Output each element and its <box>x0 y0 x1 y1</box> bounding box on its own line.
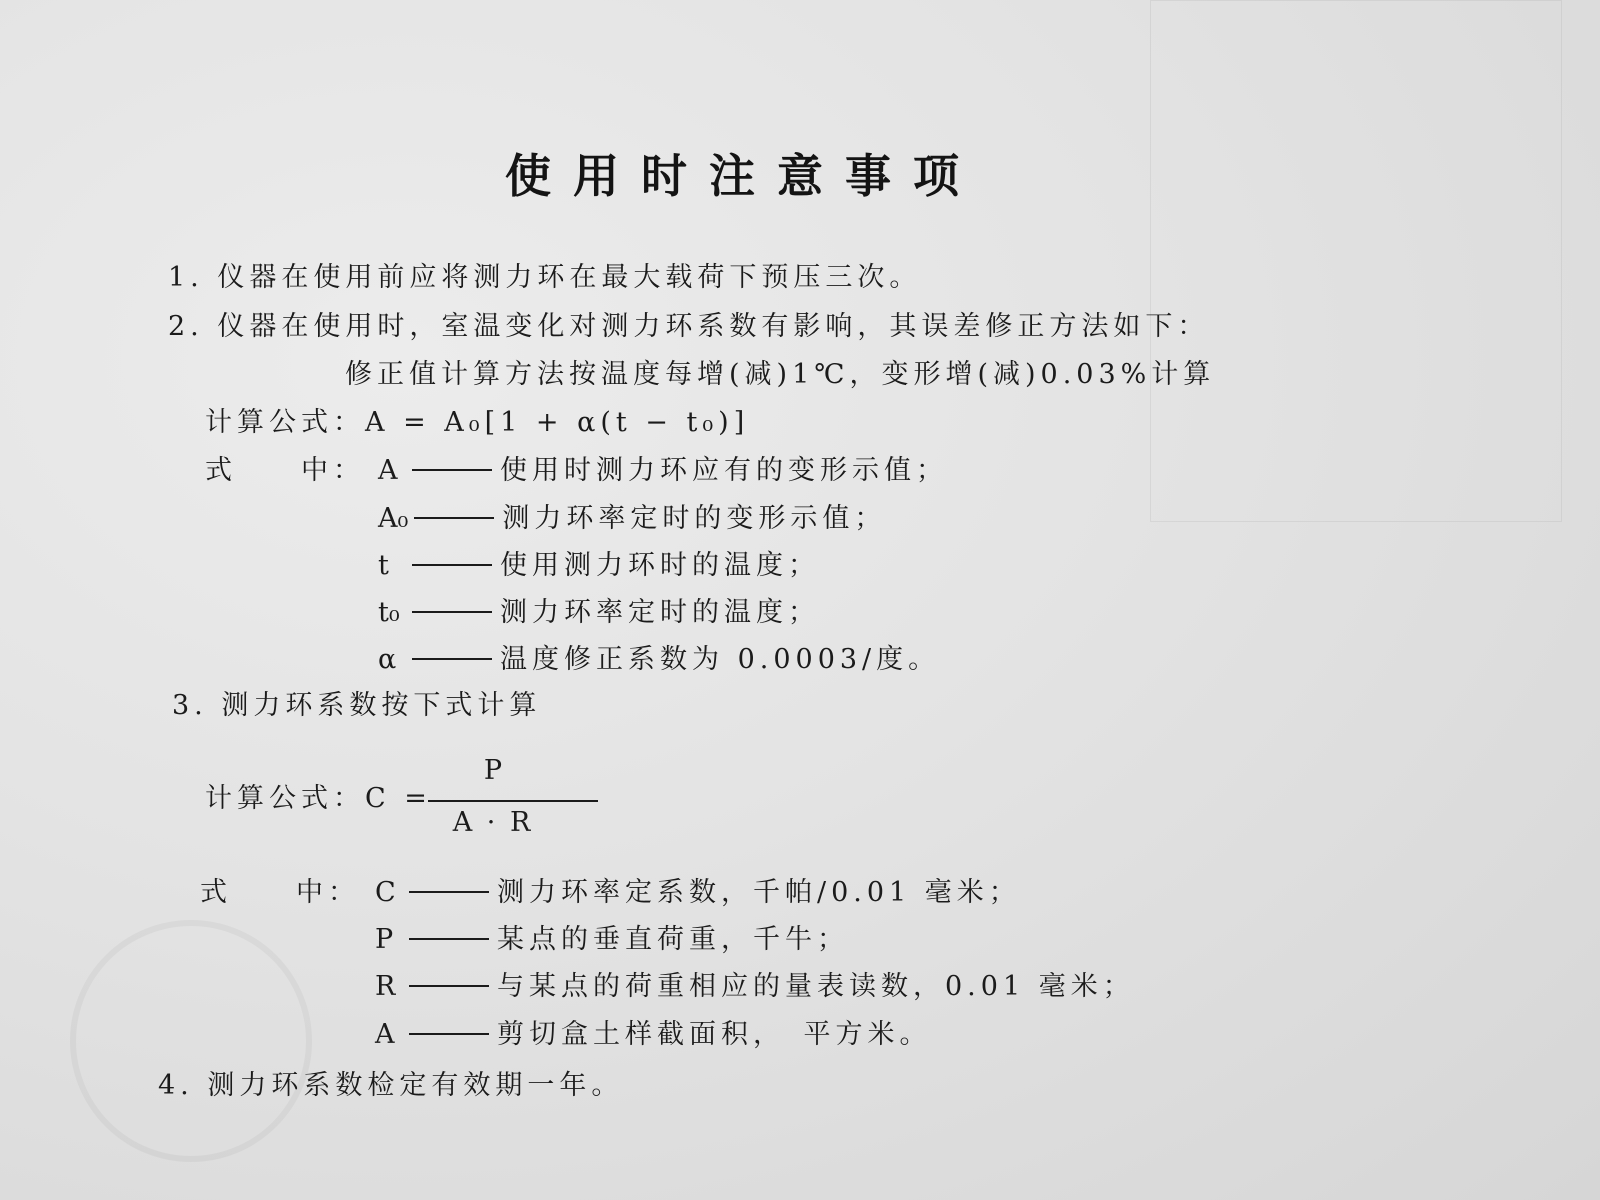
def-text: 与某点的荷重相应的量表读数，0.01 毫米； <box>497 971 1135 1002</box>
dash <box>412 658 492 660</box>
formula-1-def <box>378 590 820 629</box>
formula-1-def <box>378 543 820 582</box>
def-symbol: C <box>375 877 396 908</box>
bleed-through-frame <box>1150 0 1562 522</box>
formula-2-def <box>375 917 849 956</box>
item-1: 1. 仪器在使用前应将测力环在最大载荷下预压三次。 <box>168 262 922 293</box>
fraction-bar <box>428 800 598 802</box>
dash <box>409 1033 489 1035</box>
fraction-denominator: A · R <box>452 807 534 838</box>
def-text: 使用时测力环应有的变形示值； <box>500 455 948 486</box>
formula-1-def <box>378 496 886 535</box>
formula-1-def <box>378 448 948 487</box>
item-3: 3. 测力环系数按下式计算 <box>172 690 542 721</box>
def-text: 使用测力环时的温度； <box>500 550 820 581</box>
formula-1-def <box>378 637 940 676</box>
formula-2-def <box>375 964 1135 1003</box>
dash <box>409 985 489 987</box>
item-2: 2. 仪器在使用时，室温变化对测力环系数有影响，其误差修正方法如下： <box>168 311 1210 342</box>
def-symbol: P <box>375 924 394 955</box>
formula-1-where-label: 式 中： <box>205 455 365 486</box>
def-symbol: R <box>375 971 396 1002</box>
dash <box>409 938 489 940</box>
formula-2-def <box>375 1012 932 1051</box>
def-text: 某点的垂直荷重，千牛； <box>497 924 849 955</box>
formula-1: 计算公式：A = A₀[1 + α(t − t₀)] <box>205 407 750 438</box>
item-2-correction: 修正值计算方法按温度每增(减)1℃，变形增(减)0.03%计算 <box>345 359 1216 390</box>
def-symbol: α <box>378 644 397 675</box>
def-text: 剪切盒土样截面积， 平方米。 <box>497 1019 932 1050</box>
formula-2-where-label: 式 中： <box>200 877 360 908</box>
formula-2-def <box>375 870 1021 909</box>
def-text: 温度修正系数为 0.0003/度。 <box>500 644 941 675</box>
page-title: 使用时注意事项 <box>505 149 981 203</box>
fraction-numerator: P <box>483 755 503 786</box>
dash <box>409 891 489 893</box>
item-4: 4. 测力环系数检定有效期一年。 <box>158 1070 624 1101</box>
def-text: 测力环率定时的温度； <box>500 597 820 628</box>
dash <box>412 469 492 471</box>
faded-stamp <box>70 920 312 1162</box>
def-text: 测力环率定系数，千帕/0.01 毫米； <box>497 877 1021 908</box>
def-text: 测力环率定时的变形示值； <box>502 503 887 534</box>
dash <box>414 517 494 519</box>
dash <box>412 564 492 566</box>
def-symbol: t <box>378 550 389 581</box>
dash <box>412 611 492 613</box>
def-symbol: t₀ <box>378 597 400 628</box>
def-symbol: A <box>375 1019 395 1050</box>
def-symbol: A <box>378 455 398 486</box>
formula-2-label: 计算公式：C = <box>205 783 432 814</box>
def-symbol: A₀ <box>378 503 409 534</box>
